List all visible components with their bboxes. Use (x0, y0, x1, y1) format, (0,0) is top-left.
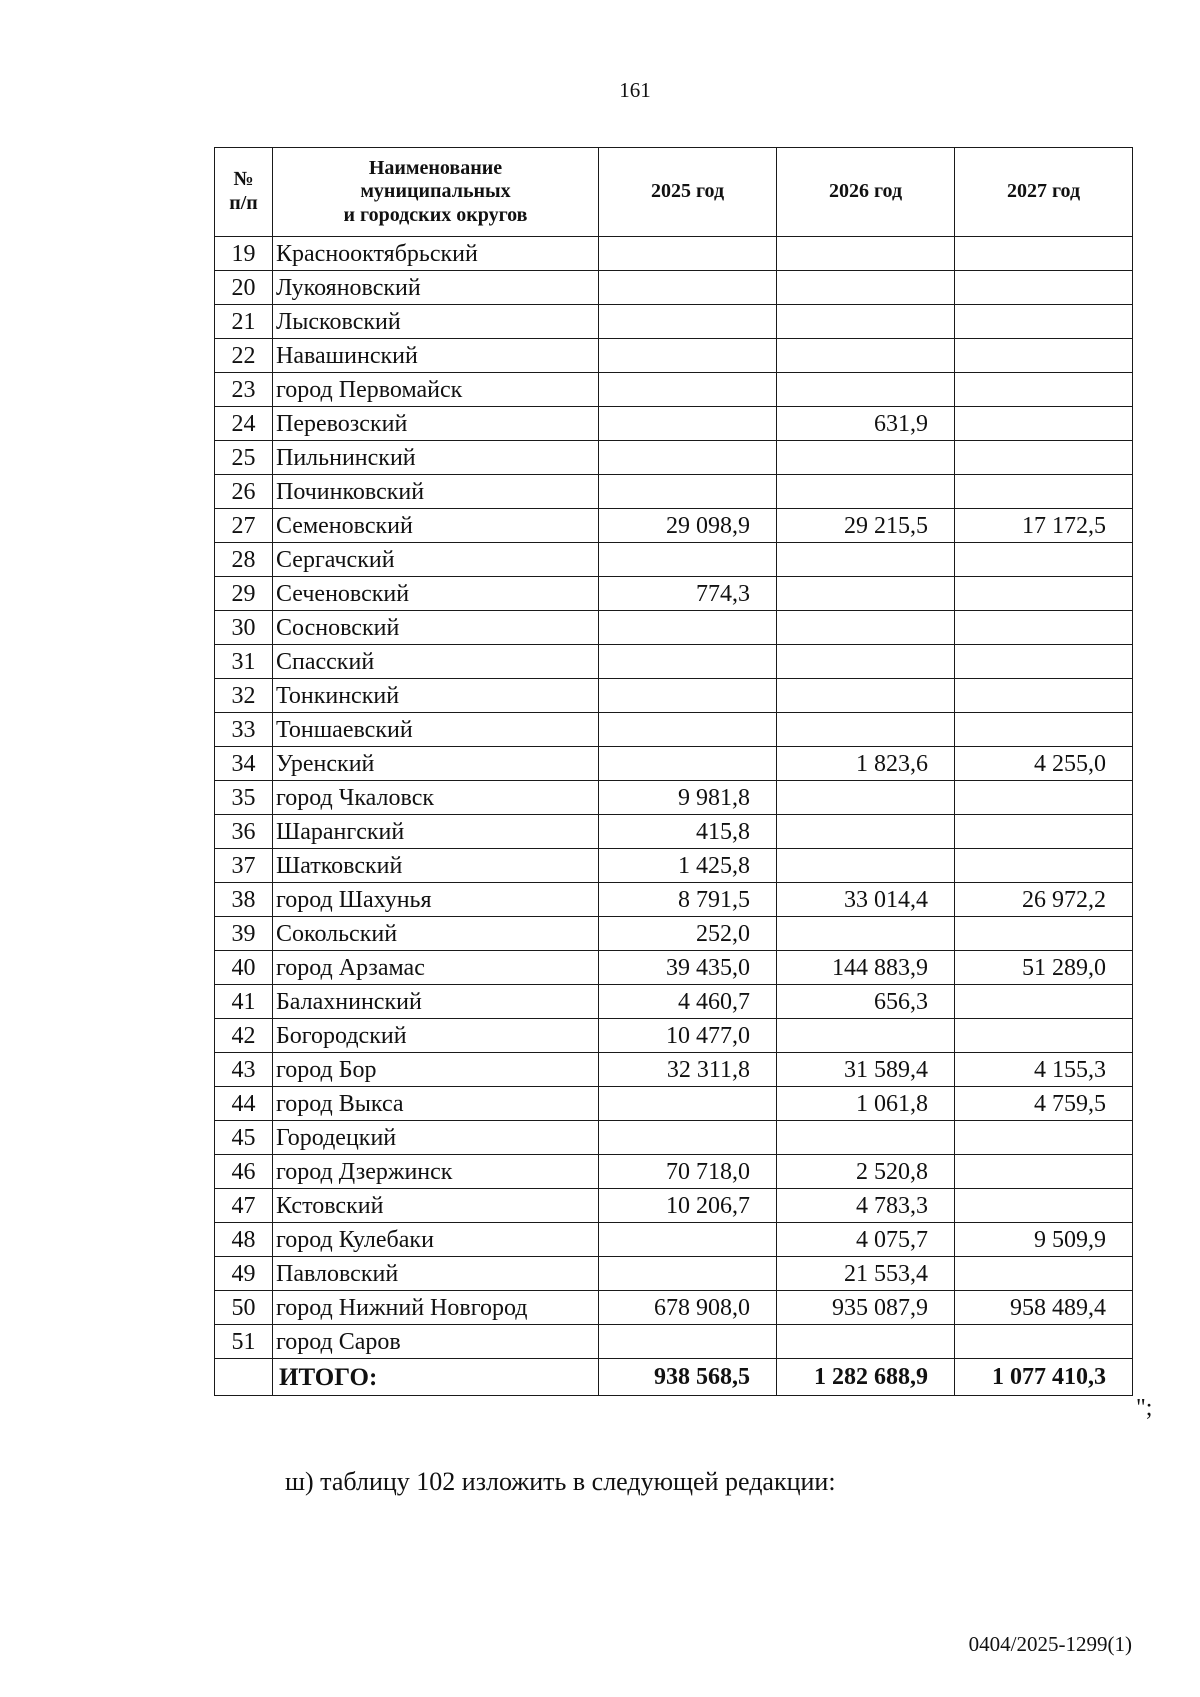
closing-quote-mark: "; (1136, 1395, 1153, 1421)
header-number: № п/п (215, 148, 273, 237)
row-value-2027: 4 759,5 (955, 1087, 1133, 1121)
row-value-2025 (599, 1087, 777, 1121)
row-value-2026 (777, 917, 955, 951)
row-number: 27 (215, 509, 273, 543)
row-value-2027 (955, 713, 1133, 747)
row-value-2026 (777, 305, 955, 339)
table-row (215, 1257, 1133, 1291)
row-value-2025: 1 425,8 (599, 849, 777, 883)
header-2026: 2026 год (777, 148, 955, 237)
row-value-2025 (599, 339, 777, 373)
row-name: Лысковский (273, 305, 599, 339)
document-code: 0404/2025-1299(1) (968, 1632, 1132, 1656)
row-name: Сосновский (273, 611, 599, 645)
row-name: город Бор (273, 1053, 599, 1087)
row-value-2025 (599, 713, 777, 747)
table-row (215, 917, 1133, 951)
row-value-2025: 10 477,0 (599, 1019, 777, 1053)
row-value-2026: 29 215,5 (777, 509, 955, 543)
row-value-2025: 9 981,8 (599, 781, 777, 815)
row-number: 51 (215, 1325, 273, 1359)
row-value-2027 (955, 849, 1133, 883)
row-value-2026: 144 883,9 (777, 951, 955, 985)
row-value-2025 (599, 1223, 777, 1257)
row-value-2026 (777, 339, 955, 373)
row-value-2026: 4 783,3 (777, 1189, 955, 1223)
row-value-2026: 2 520,8 (777, 1155, 955, 1189)
row-value-2027: 51 289,0 (955, 951, 1133, 985)
row-value-2027: 958 489,4 (955, 1291, 1133, 1325)
row-value-2025 (599, 543, 777, 577)
row-value-2027 (955, 917, 1133, 951)
row-number: 50 (215, 1291, 273, 1325)
row-name: Кстовский (273, 1189, 599, 1223)
row-value-2026 (777, 271, 955, 305)
row-number: 44 (215, 1087, 273, 1121)
row-number: 22 (215, 339, 273, 373)
row-value-2025: 252,0 (599, 917, 777, 951)
row-name: Городецкий (273, 1121, 599, 1155)
row-value-2027 (955, 237, 1133, 271)
row-number: 26 (215, 475, 273, 509)
row-value-2025: 10 206,7 (599, 1189, 777, 1223)
row-value-2027 (955, 441, 1133, 475)
row-value-2025 (599, 407, 777, 441)
row-number: 42 (215, 1019, 273, 1053)
row-number: 33 (215, 713, 273, 747)
row-name: город Первомайск (273, 373, 599, 407)
row-number: 19 (215, 237, 273, 271)
row-value-2027 (955, 679, 1133, 713)
row-value-2025 (599, 747, 777, 781)
row-value-2025 (599, 1257, 777, 1291)
row-value-2025 (599, 611, 777, 645)
row-value-2027 (955, 543, 1133, 577)
total-2027: 1 077 410,3 (955, 1359, 1133, 1396)
row-value-2026 (777, 679, 955, 713)
row-name: Семеновский (273, 509, 599, 543)
row-value-2026 (777, 1121, 955, 1155)
table-row (215, 985, 1133, 1019)
table-row (215, 305, 1133, 339)
table-row (215, 1053, 1133, 1087)
row-name: Уренский (273, 747, 599, 781)
table-row (215, 849, 1133, 883)
table-row (215, 475, 1133, 509)
row-value-2027: 4 255,0 (955, 747, 1133, 781)
row-name: Павловский (273, 1257, 599, 1291)
row-value-2027 (955, 645, 1133, 679)
table-row (215, 1325, 1133, 1359)
row-value-2025: 8 791,5 (599, 883, 777, 917)
row-value-2026 (777, 611, 955, 645)
row-name: Шарангский (273, 815, 599, 849)
row-value-2027: 17 172,5 (955, 509, 1133, 543)
table-row (215, 883, 1133, 917)
row-number: 37 (215, 849, 273, 883)
row-name: город Чкаловск (273, 781, 599, 815)
table-row (215, 237, 1133, 271)
row-value-2026 (777, 713, 955, 747)
row-value-2026: 935 087,9 (777, 1291, 955, 1325)
row-name: Навашинский (273, 339, 599, 373)
row-value-2027: 26 972,2 (955, 883, 1133, 917)
amendment-paragraph: ш) таблицу 102 изложить в следующей редакции: (285, 1467, 836, 1496)
row-name: город Шахунья (273, 883, 599, 917)
total-2025: 938 568,5 (599, 1359, 777, 1396)
table-row (215, 713, 1133, 747)
table-row (215, 509, 1133, 543)
table-row (215, 1223, 1133, 1257)
table-row (215, 1155, 1133, 1189)
row-value-2027 (955, 815, 1133, 849)
row-name: Шатковский (273, 849, 599, 883)
row-value-2026 (777, 1325, 955, 1359)
row-value-2026 (777, 441, 955, 475)
row-number: 47 (215, 1189, 273, 1223)
row-name: Лукояновский (273, 271, 599, 305)
row-name: город Нижний Новгород (273, 1291, 599, 1325)
row-value-2025 (599, 645, 777, 679)
row-value-2025 (599, 475, 777, 509)
row-value-2026: 1 823,6 (777, 747, 955, 781)
row-number: 41 (215, 985, 273, 1019)
row-number: 38 (215, 883, 273, 917)
table-row (215, 1087, 1133, 1121)
row-value-2027 (955, 1325, 1133, 1359)
row-name: Краснооктябрьский (273, 237, 599, 271)
page-number: 161 (619, 78, 651, 102)
table-row (215, 373, 1133, 407)
table-row (215, 271, 1133, 305)
row-value-2025 (599, 679, 777, 713)
row-value-2027 (955, 1121, 1133, 1155)
row-name: город Арзамас (273, 951, 599, 985)
row-value-2026: 656,3 (777, 985, 955, 1019)
row-number: 35 (215, 781, 273, 815)
row-value-2025: 678 908,0 (599, 1291, 777, 1325)
row-value-2025: 29 098,9 (599, 509, 777, 543)
table-row (215, 611, 1133, 645)
table-header-row (215, 148, 1133, 237)
row-name: Спасский (273, 645, 599, 679)
header-2027: 2027 год (955, 148, 1133, 237)
row-name: город Саров (273, 1325, 599, 1359)
row-value-2026: 4 075,7 (777, 1223, 955, 1257)
row-number: 34 (215, 747, 273, 781)
row-number: 46 (215, 1155, 273, 1189)
row-name: Сергачский (273, 543, 599, 577)
row-value-2026 (777, 1019, 955, 1053)
row-name: Тоншаевский (273, 713, 599, 747)
row-value-2027 (955, 407, 1133, 441)
row-value-2025 (599, 237, 777, 271)
row-value-2026 (777, 373, 955, 407)
table-row (215, 679, 1133, 713)
row-number: 48 (215, 1223, 273, 1257)
row-value-2026: 33 014,4 (777, 883, 955, 917)
row-value-2027 (955, 1019, 1133, 1053)
row-number: 20 (215, 271, 273, 305)
total-label: ИТОГО: (273, 1359, 599, 1396)
row-value-2025: 39 435,0 (599, 951, 777, 985)
header-name: Наименование муниципальных и городских округов (273, 148, 599, 237)
row-value-2025 (599, 373, 777, 407)
row-value-2026 (777, 475, 955, 509)
row-value-2027 (955, 611, 1133, 645)
row-name: город Выкса (273, 1087, 599, 1121)
table-row (215, 951, 1133, 985)
row-number: 40 (215, 951, 273, 985)
row-number: 31 (215, 645, 273, 679)
row-name: город Дзержинск (273, 1155, 599, 1189)
row-number: 30 (215, 611, 273, 645)
row-value-2027 (955, 985, 1133, 1019)
row-number: 43 (215, 1053, 273, 1087)
row-value-2027 (955, 271, 1133, 305)
row-value-2026 (777, 645, 955, 679)
row-name: город Кулебаки (273, 1223, 599, 1257)
row-value-2027 (955, 1257, 1133, 1291)
row-value-2027 (955, 475, 1133, 509)
row-name: Богородский (273, 1019, 599, 1053)
row-value-2027 (955, 577, 1133, 611)
budget-table-container (214, 147, 1133, 1396)
table-row (215, 543, 1133, 577)
row-value-2026 (777, 543, 955, 577)
row-value-2025 (599, 271, 777, 305)
row-value-2027: 4 155,3 (955, 1053, 1133, 1087)
row-value-2027 (955, 305, 1133, 339)
table-row (215, 1019, 1133, 1053)
row-number: 28 (215, 543, 273, 577)
row-value-2025: 415,8 (599, 815, 777, 849)
row-number: 25 (215, 441, 273, 475)
row-value-2026 (777, 849, 955, 883)
row-name: Сокольский (273, 917, 599, 951)
table-row (215, 781, 1133, 815)
table-body (215, 237, 1133, 1359)
row-number: 21 (215, 305, 273, 339)
row-value-2025: 4 460,7 (599, 985, 777, 1019)
row-value-2027 (955, 1155, 1133, 1189)
row-name: Перевозский (273, 407, 599, 441)
table-row (215, 407, 1133, 441)
row-number: 29 (215, 577, 273, 611)
total-number-cell (215, 1359, 273, 1396)
table-row (215, 441, 1133, 475)
row-value-2026: 1 061,8 (777, 1087, 955, 1121)
row-number: 32 (215, 679, 273, 713)
row-name: Сеченовский (273, 577, 599, 611)
row-value-2027 (955, 339, 1133, 373)
row-value-2027 (955, 373, 1133, 407)
row-number: 24 (215, 407, 273, 441)
row-number: 49 (215, 1257, 273, 1291)
table-row (215, 1189, 1133, 1223)
row-name: Пильнинский (273, 441, 599, 475)
table-row (215, 747, 1133, 781)
total-2026: 1 282 688,9 (777, 1359, 955, 1396)
row-number: 36 (215, 815, 273, 849)
table-row (215, 577, 1133, 611)
table-row (215, 339, 1133, 373)
row-value-2026 (777, 815, 955, 849)
row-value-2025 (599, 1121, 777, 1155)
row-value-2026 (777, 577, 955, 611)
row-number: 39 (215, 917, 273, 951)
table-row (215, 1291, 1133, 1325)
row-value-2026 (777, 781, 955, 815)
row-value-2026 (777, 237, 955, 271)
row-number: 45 (215, 1121, 273, 1155)
row-value-2027: 9 509,9 (955, 1223, 1133, 1257)
table-row (215, 815, 1133, 849)
row-value-2025 (599, 441, 777, 475)
row-value-2025: 32 311,8 (599, 1053, 777, 1087)
row-name: Починковский (273, 475, 599, 509)
row-value-2025 (599, 305, 777, 339)
row-value-2026: 21 553,4 (777, 1257, 955, 1291)
row-value-2025 (599, 1325, 777, 1359)
row-value-2025: 70 718,0 (599, 1155, 777, 1189)
total-row (215, 1359, 1133, 1396)
row-value-2027 (955, 781, 1133, 815)
table-row (215, 645, 1133, 679)
header-2025: 2025 год (599, 148, 777, 237)
row-value-2026: 631,9 (777, 407, 955, 441)
row-name: Балахнинский (273, 985, 599, 1019)
row-value-2025: 774,3 (599, 577, 777, 611)
row-number: 23 (215, 373, 273, 407)
row-value-2026: 31 589,4 (777, 1053, 955, 1087)
row-name: Тонкинский (273, 679, 599, 713)
row-value-2027 (955, 1189, 1133, 1223)
table-row (215, 1121, 1133, 1155)
budget-table (214, 147, 1133, 1396)
